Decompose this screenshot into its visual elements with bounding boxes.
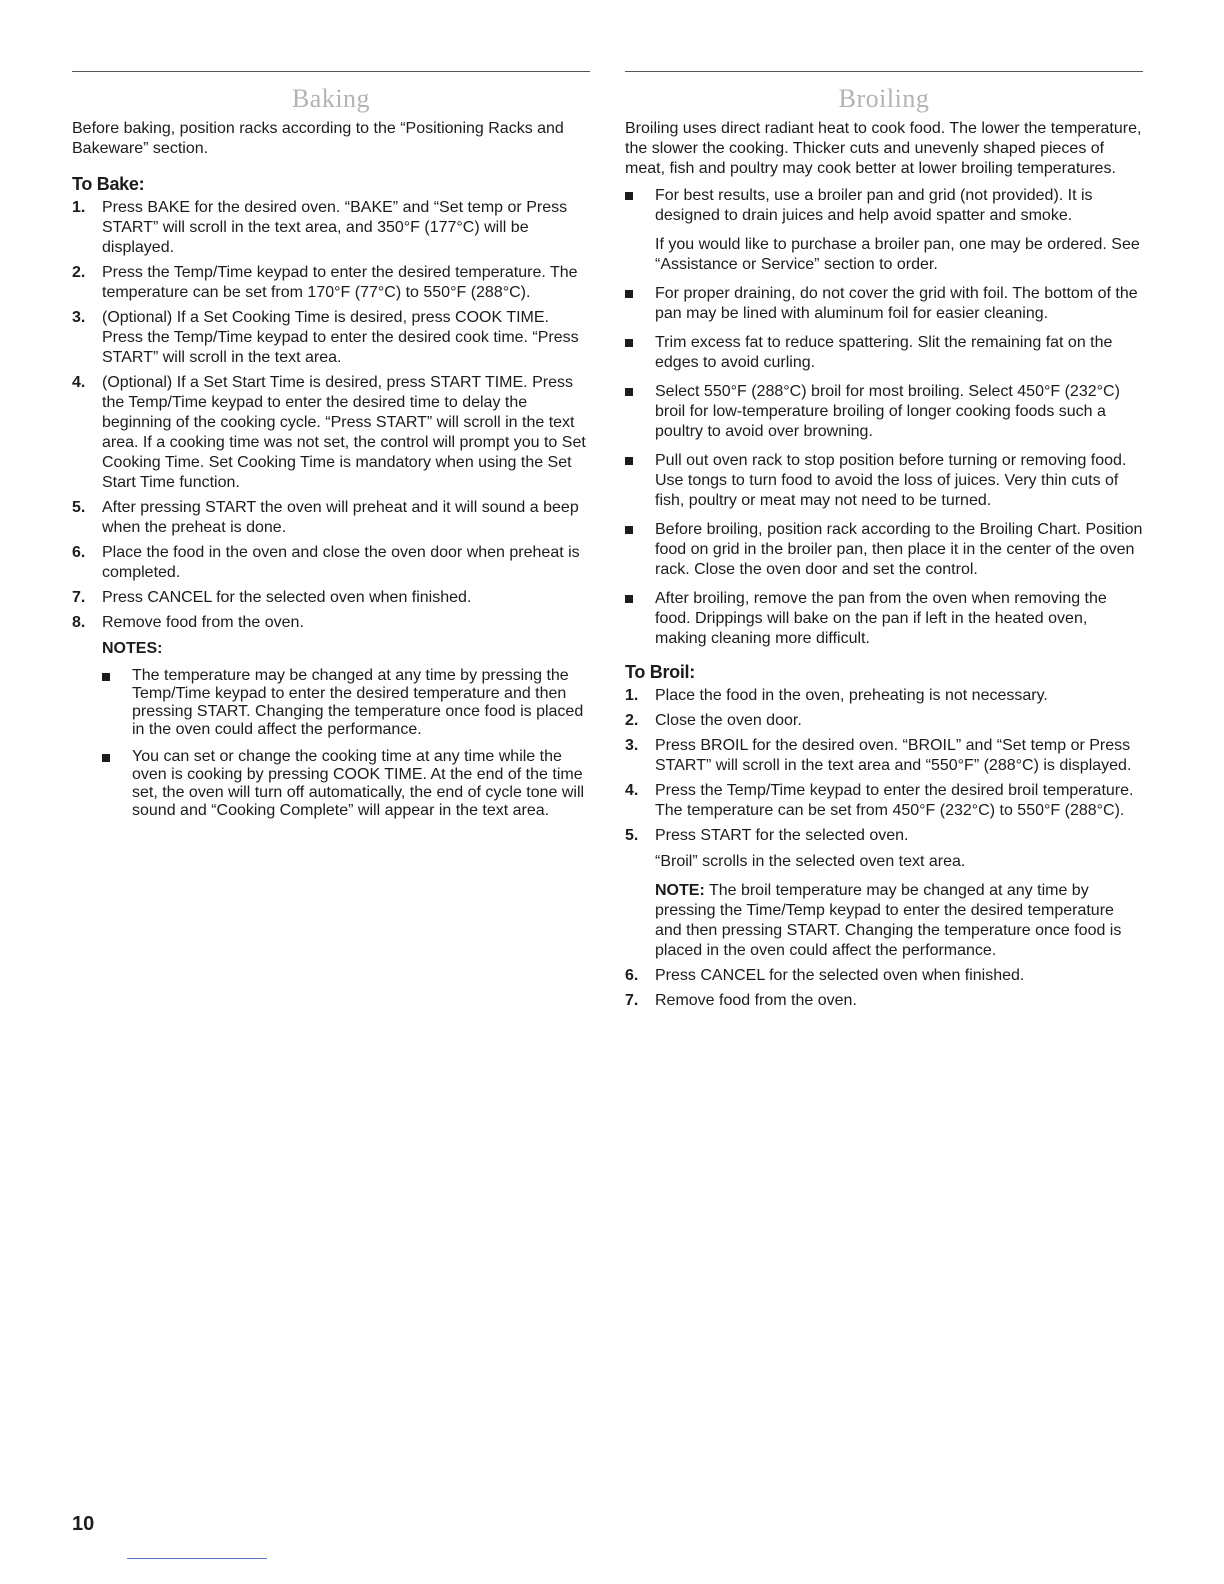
bake-steps xyxy=(72,198,590,820)
step-text: Press CANCEL for the selected oven when finished. xyxy=(655,967,1025,984)
step-number: 2. xyxy=(625,712,639,729)
to-bake-heading: To Bake: xyxy=(72,174,145,194)
step-text: Press the Temp/Time keypad to enter the desired broil temperature. The temperature can be set from 450°F (232°C) to 550°F (288°C). xyxy=(655,782,1134,819)
bake-step xyxy=(72,198,590,258)
step-number: 7. xyxy=(72,589,86,606)
broil-step xyxy=(625,966,1143,986)
tip-item xyxy=(625,284,1143,324)
note-item xyxy=(102,667,590,739)
notes-label: NOTES: xyxy=(102,640,163,657)
broiling-intro: Broiling uses direct radiant heat to cook food. The lower the temperature, the slower the cooking. Thicker cuts and unevenly shaped pieces of meat, fish and poultry may cook better at lower broiling temperatures. xyxy=(625,120,1142,177)
note-text: You can set or change the cooking time at any time while the oven is cooking by pressing COOK TIME. At the end of the time set, the oven will turn off automatically, the end of cycle tone will sound and “Cooking Complete” will appear in the text area. xyxy=(132,748,585,819)
broil-tips xyxy=(625,186,1143,649)
step-text: Press BROIL for the desired oven. “BROIL” and “Set temp or Press START” will scroll in the text area and “550°F” (288°C) is displayed. xyxy=(655,737,1132,774)
broil-step xyxy=(625,686,1143,706)
tip-item xyxy=(625,186,1143,275)
tip-item xyxy=(625,333,1143,373)
baking-rule xyxy=(72,71,590,72)
note-text: The broil temperature may be changed at any time by pressing the Time/Temp keypad to enter the desired temperature and then pressing START. Changing the temperature once food is placed in the oven could affect the performance. xyxy=(655,882,1122,959)
step-number: 3. xyxy=(72,309,86,326)
bake-step xyxy=(72,263,590,303)
note-text: The temperature may be changed at any time by pressing the Temp/Time keypad to enter the desired temperature and then pressing START. Changing the temperature once food is placed in the oven could affect the performance. xyxy=(132,667,584,738)
tip-item xyxy=(625,520,1143,580)
tip-item xyxy=(625,382,1143,442)
step-number: 3. xyxy=(625,737,639,754)
step-subtext: “Broil” scrolls in the selected oven text area. xyxy=(655,853,966,870)
step-text: Place the food in the oven and close the oven door when preheat is completed. xyxy=(102,544,580,581)
step-text: Place the food in the oven, preheating is not necessary. xyxy=(655,687,1048,704)
step-number: 4. xyxy=(72,374,86,391)
step-number: 8. xyxy=(72,614,86,631)
bullet-square-icon xyxy=(625,595,633,603)
step-number: 5. xyxy=(625,827,639,844)
step-text: Press CANCEL for the selected oven when finished. xyxy=(102,589,472,606)
bullet-square-icon xyxy=(625,192,633,200)
step-text: Remove food from the oven. xyxy=(102,614,304,631)
step-number: 5. xyxy=(72,499,86,516)
step-number: 7. xyxy=(625,992,639,1009)
step-number: 6. xyxy=(72,544,86,561)
tip-text: For proper draining, do not cover the grid with foil. The bottom of the pan may be lined with aluminum foil for easier cleaning. xyxy=(655,285,1138,322)
tip-text: Pull out oven rack to stop position before turning or removing food. Use tongs to turn food to avoid the loss of juices. Very thin cuts of fish, poultry or meat may not need to be turned. xyxy=(655,452,1127,509)
tip-text: After broiling, remove the pan from the oven when removing the food. Drippings will bake on the pan if left in the heated oven, making cleaning more difficult. xyxy=(655,590,1107,647)
step-number: 1. xyxy=(72,199,86,216)
broil-step xyxy=(625,736,1143,776)
tip-text: Trim excess fat to reduce spattering. Slit the remaining fat on the edges to avoid curling. xyxy=(655,334,1113,371)
step-number: 6. xyxy=(625,967,639,984)
bake-step xyxy=(72,588,590,608)
bullet-square-icon xyxy=(625,339,633,347)
step-text: (Optional) If a Set Start Time is desired, press START TIME. Press the Temp/Time keypad to enter the desired time to delay the beginning of the cooking cycle. “Press START” will scroll in the text area. If a cooking time was not set, the control will prompt you to Set Cooking Time. Set Cooking Time is mandatory when using the Set Start Time function. xyxy=(102,374,586,491)
tip-item xyxy=(625,589,1143,649)
step-number: 2. xyxy=(72,264,86,281)
bullet-square-icon xyxy=(102,754,110,762)
note-item xyxy=(102,748,590,820)
step-text: Close the oven door. xyxy=(655,712,802,729)
baking-title: Baking xyxy=(291,84,371,113)
step-text: Remove food from the oven. xyxy=(655,992,857,1009)
broil-step xyxy=(625,991,1143,1011)
bake-notes xyxy=(102,667,590,820)
tip-subtext: If you would like to purchase a broiler pan, one may be ordered. See “Assistance or Service” section to order. xyxy=(655,236,1140,273)
bake-step xyxy=(72,498,590,538)
step-text: Press BAKE for the desired oven. “BAKE” and “Set temp or Press START” will scroll in the text area, and 350°F (177°C) will be displayed. xyxy=(102,199,568,256)
step-text: (Optional) If a Set Cooking Time is desired, press COOK TIME. Press the Temp/Time keypad to enter the desired cook time. “Press START” will scroll in the text area. xyxy=(102,309,579,366)
broil-note xyxy=(655,881,1143,961)
broil-steps xyxy=(625,686,1143,1011)
step-text: After pressing START the oven will preheat and it will sound a beep when the preheat is done. xyxy=(102,499,579,536)
note-label: NOTE: xyxy=(655,882,705,899)
bullet-square-icon xyxy=(625,388,633,396)
broil-step xyxy=(625,781,1143,821)
tip-text: Before broiling, position rack according to the Broiling Chart. Position food on grid in the broiler pan, then place it in the center of the oven rack. Close the oven door and set the control. xyxy=(655,521,1143,578)
to-broil-heading: To Broil: xyxy=(625,662,695,682)
step-number: 4. xyxy=(625,782,639,799)
page-number: 10 xyxy=(72,1513,95,1535)
bullet-square-icon xyxy=(102,673,110,681)
tip-text: Select 550°F (288°C) broil for most broiling. Select 450°F (232°C) broil for low-temperature broiling of longer cooking foods such a poultry to avoid over browning. xyxy=(655,383,1120,440)
bake-step xyxy=(72,613,590,820)
step-number: 1. xyxy=(625,687,639,704)
bullet-square-icon xyxy=(625,457,633,465)
step-text: Press the Temp/Time keypad to enter the desired temperature. The temperature can be set from 170°F (77°C) to 550°F (288°C). xyxy=(102,264,578,301)
bake-step xyxy=(72,373,590,493)
tip-item xyxy=(625,451,1143,511)
tip-text: For best results, use a broiler pan and grid (not provided). It is designed to drain juices and help avoid spatter and smoke. xyxy=(655,187,1093,224)
footer-rule xyxy=(127,1558,267,1559)
bake-step xyxy=(72,308,590,368)
step-text: Press START for the selected oven. xyxy=(655,827,909,844)
broil-step xyxy=(625,711,1143,731)
broiling-rule xyxy=(625,71,1143,72)
broil-step xyxy=(625,826,1143,961)
bullet-square-icon xyxy=(625,526,633,534)
bullet-square-icon xyxy=(625,290,633,298)
baking-intro: Before baking, position racks according to the “Positioning Racks and Bakeware” section. xyxy=(72,120,564,157)
broiling-title: Broiling xyxy=(838,84,930,113)
bake-step xyxy=(72,543,590,583)
